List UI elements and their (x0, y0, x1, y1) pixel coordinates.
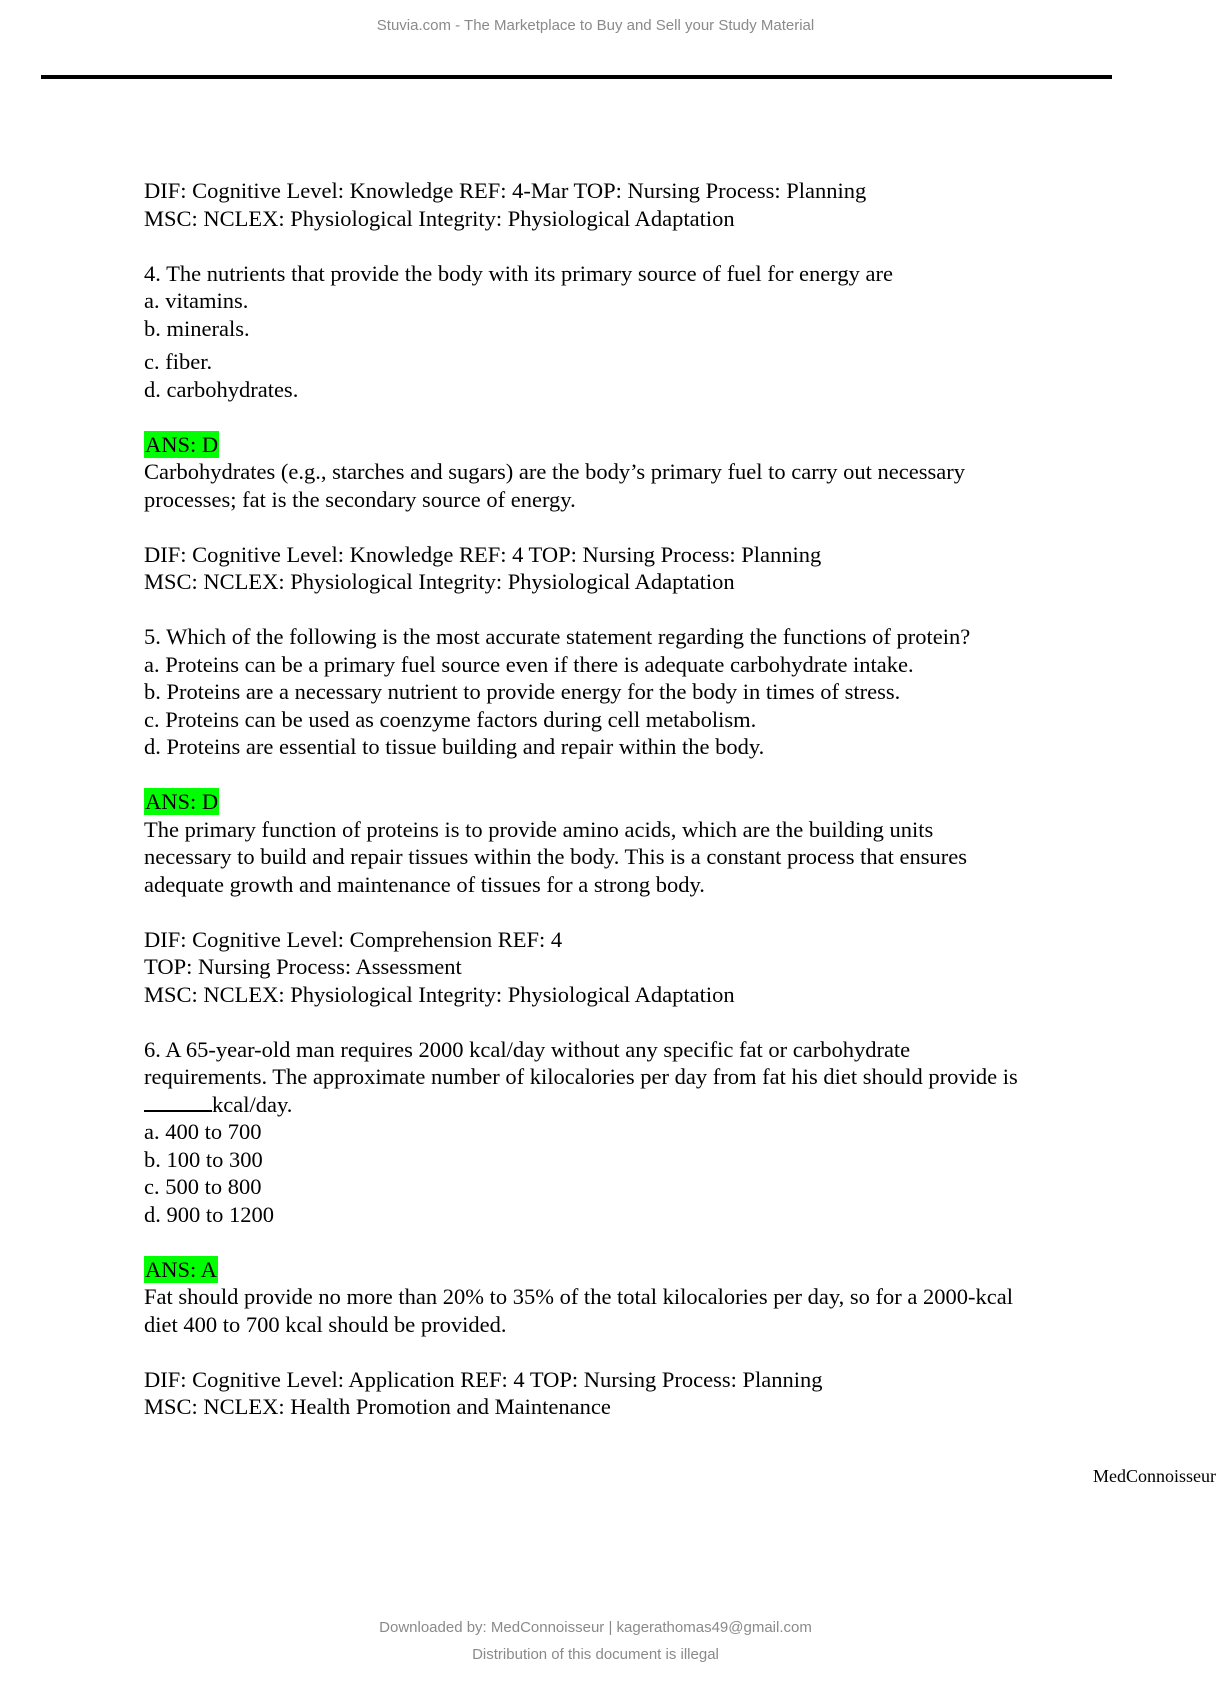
q5-answer-badge: ANS: D (145, 789, 219, 814)
footer-downloaded-by: Downloaded by: MedConnoisseur | kagerathomas49@gmail.com (379, 1619, 812, 1636)
q5-msc-line: MSC: NCLEX: Physiological Integrity: Physiological Adaptation (144, 981, 735, 1007)
footer-distribution-notice: Distribution of this document is illegal (472, 1646, 719, 1663)
q4-rationale-line-2: processes; fat is the secondary source of energy. (144, 486, 576, 512)
q4-stem: 4. The nutrients that provide the body with its primary source of fuel for energy are (144, 260, 893, 286)
q4-dif-line: DIF: Cognitive Level: Knowledge REF: 4 TOP: Nursing Process: Planning (144, 541, 822, 567)
q5-rationale-line-2: necessary to build and repair tissues within the body. This is a constant process that ensures (144, 844, 967, 869)
q3-msc-line: MSC: NCLEX: Physiological Integrity: Physiological Adaptation (144, 205, 735, 231)
q6-rationale-line-2: diet 400 to 700 kcal should be provided. (144, 1311, 507, 1337)
q6-option-a: a. 400 to 700 (144, 1119, 262, 1144)
q4-option-b: b. minerals. (144, 315, 250, 341)
q5-option-c: c. Proteins can be used as coenzyme factors during cell metabolism. (144, 706, 757, 732)
q6-dif-line: DIF: Cognitive Level: Application REF: 4 TOP: Nursing Process: Planning (144, 1366, 823, 1392)
q6-option-c: c. 500 to 800 (144, 1174, 262, 1199)
q6-answer-badge: ANS: A (145, 1256, 217, 1282)
q4-answer-badge: ANS: D (145, 431, 219, 457)
q6-stem-line-3 (144, 1091, 1104, 1119)
q5-top-line: TOP: Nursing Process: Assessment (144, 954, 462, 979)
q6-rationale-line-1: Fat should provide no more than 20% to 35% of the total kilocalories per day, so for a 2000-kcal (144, 1284, 1013, 1309)
q3-dif-line: DIF: Cognitive Level: Knowledge REF: 4-Mar TOP: Nursing Process: Planning (144, 178, 867, 203)
q5-rationale-line-1: The primary function of proteins is to provide amino acids, which are the building units (144, 816, 934, 842)
q6-msc-line: MSC: NCLEX: Health Promotion and Maintenance (144, 1394, 611, 1419)
q5-stem: 5. Which of the following is the most accurate statement regarding the functions of protein? (144, 624, 971, 649)
q5-option-b: b. Proteins are a necessary nutrient to provide energy for the body in times of stress. (144, 679, 901, 704)
q6-stem-line-1: 6. A 65-year-old man requires 2000 kcal/day without any specific fat or carbohydrate (144, 1036, 911, 1062)
header-rule (41, 75, 1112, 79)
document-body (144, 177, 1104, 1421)
q6-stem-unit: kcal/day. (212, 1091, 293, 1117)
q5-dif-line: DIF: Cognitive Level: Comprehension REF: 4 (144, 926, 563, 952)
watermark-text: MedConnoisseur (1093, 1466, 1216, 1486)
q5-rationale-line-3: adequate growth and maintenance of tissues for a strong body. (144, 871, 705, 897)
q6-option-d: d. 900 to 1200 (144, 1201, 275, 1227)
page-header-text: Stuvia.com - The Marketplace to Buy and Sell your Study Material (376, 17, 815, 34)
q6-option-b: b. 100 to 300 (144, 1146, 263, 1172)
q4-option-d: d. carbohydrates. (144, 376, 299, 402)
q4-option-a: a. vitamins. (144, 288, 249, 313)
q5-option-a: a. Proteins can be a primary fuel source even if there is adequate carbohydrate intake. (144, 651, 914, 677)
q6-stem-line-2: requirements. The approximate number of kilocalories per day from fat his diet should provide is (144, 1064, 1018, 1089)
q4-msc-line: MSC: NCLEX: Physiological Integrity: Physiological Adaptation (144, 569, 735, 594)
q4-option-c: c. fiber. (144, 349, 213, 374)
q5-option-d: d. Proteins are essential to tissue building and repair within the body. (144, 734, 765, 759)
answer-blank (144, 1091, 212, 1112)
q4-rationale-line-1: Carbohydrates (e.g., starches and sugars) are the body’s primary fuel to carry out necessary (144, 459, 965, 484)
